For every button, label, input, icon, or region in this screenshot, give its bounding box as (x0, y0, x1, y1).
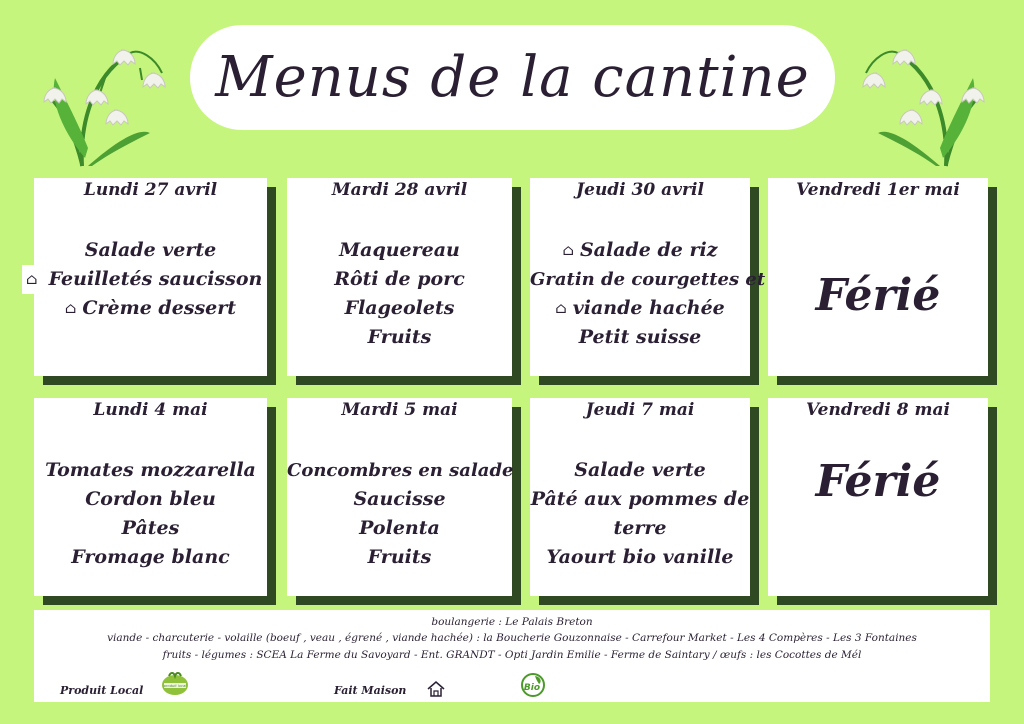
menu-day: Vendredi 1er mai (796, 180, 960, 200)
menu-item: Yaourt bio vanille (546, 546, 734, 568)
menu-item: Cordon bleu (85, 488, 216, 510)
suppliers-footer (34, 610, 990, 702)
ferie-label: Férié (815, 270, 941, 321)
menu-item: Salade verte (574, 459, 706, 481)
menu-day: Lundi 27 avril (83, 180, 218, 200)
menu-item: Rôti de porc (334, 268, 465, 290)
menu-day: Mardi 28 avril (331, 180, 468, 200)
menu-card-jeudi-7-mai (530, 398, 750, 596)
menu-item: Tomates mozzarella (45, 459, 256, 481)
menu-day: Vendredi 8 mai (806, 400, 950, 420)
supplier-viande: viande - charcuterie - volaille (boeuf , veau , égrené , viande hachée) : la Boucherie Gouzonnaise - Carrefour Market - Les 4 Compères - Les 3 Fontaines (107, 632, 917, 644)
lily-of-the-valley-icon (30, 18, 180, 168)
menu-item: Polenta (359, 517, 440, 539)
menu-item: Saucisse (353, 488, 446, 510)
bio-label: Bio (523, 683, 541, 693)
menu-item: Petit suisse (578, 326, 702, 348)
supplier-fruits: fruits - légumes : SCEA La Ferme du Savoyard - Ent. GRANDT - Opti Jardin Emilie - Ferme de Saintary / œufs : les Cocottes de Mél (162, 649, 862, 661)
menu-item: Salade de riz (579, 239, 718, 261)
menu-card-mardi-5-mai (287, 398, 512, 596)
menu-item: Flageolets (344, 297, 455, 319)
menu-item: Pâté aux pommes de (530, 488, 750, 510)
menu-card-mardi-28-avril (287, 178, 512, 376)
menu-day: Jeudi 7 mai (585, 400, 695, 420)
house-icon: ⌂ (64, 299, 77, 317)
menu-item: Feuilletés saucisson (48, 268, 263, 290)
menu-day: Lundi 4 mai (93, 400, 208, 420)
menu-card-lundi-4-mai (34, 398, 267, 596)
menu-item: viande hachée (572, 297, 725, 319)
lily-of-the-valley-icon (848, 18, 998, 168)
menu-day: Jeudi 30 avril (576, 180, 704, 200)
menu-item: Gratin de courgettes et (530, 269, 766, 290)
menu-item: Salade verte (84, 239, 217, 261)
menu-item: Pâtes (121, 517, 180, 539)
menu-item: Maquereau (339, 239, 460, 261)
menu-card-lundi-27-avril (26, 178, 267, 376)
local-product-badge-icon (160, 670, 190, 696)
menu-item: Fruits (367, 546, 432, 568)
house-icon: ⌂ (562, 241, 574, 259)
menu-item: Fruits (367, 326, 432, 348)
house-icon: ⌂ (22, 265, 41, 294)
menu-card-jeudi-30-avril (530, 178, 766, 376)
menu-item: terre (613, 517, 667, 539)
page-title: Menus de la cantine (215, 45, 810, 110)
house-icon (426, 680, 446, 698)
bio-leaf-icon (519, 672, 547, 698)
menu-card-vendredi-8-mai (768, 398, 988, 596)
legend-produit-local: Produit Local (60, 684, 144, 697)
menu-card-vendredi-1er-mai (768, 178, 988, 376)
title-banner (190, 25, 835, 130)
menu-item: Fromage blanc (71, 546, 230, 568)
local-badge-label: produit local (163, 684, 187, 688)
menu-item: Crème dessert (82, 297, 237, 319)
house-icon: ⌂ (555, 299, 567, 317)
legend-fait-maison: Fait Maison (334, 684, 407, 697)
ferie-label: Férié (815, 456, 941, 507)
supplier-boulangerie: boulangerie : Le Palais Breton (431, 616, 593, 628)
menu-day: Mardi 5 mai (341, 400, 458, 420)
menu-item: Concombres en salade (287, 460, 514, 481)
